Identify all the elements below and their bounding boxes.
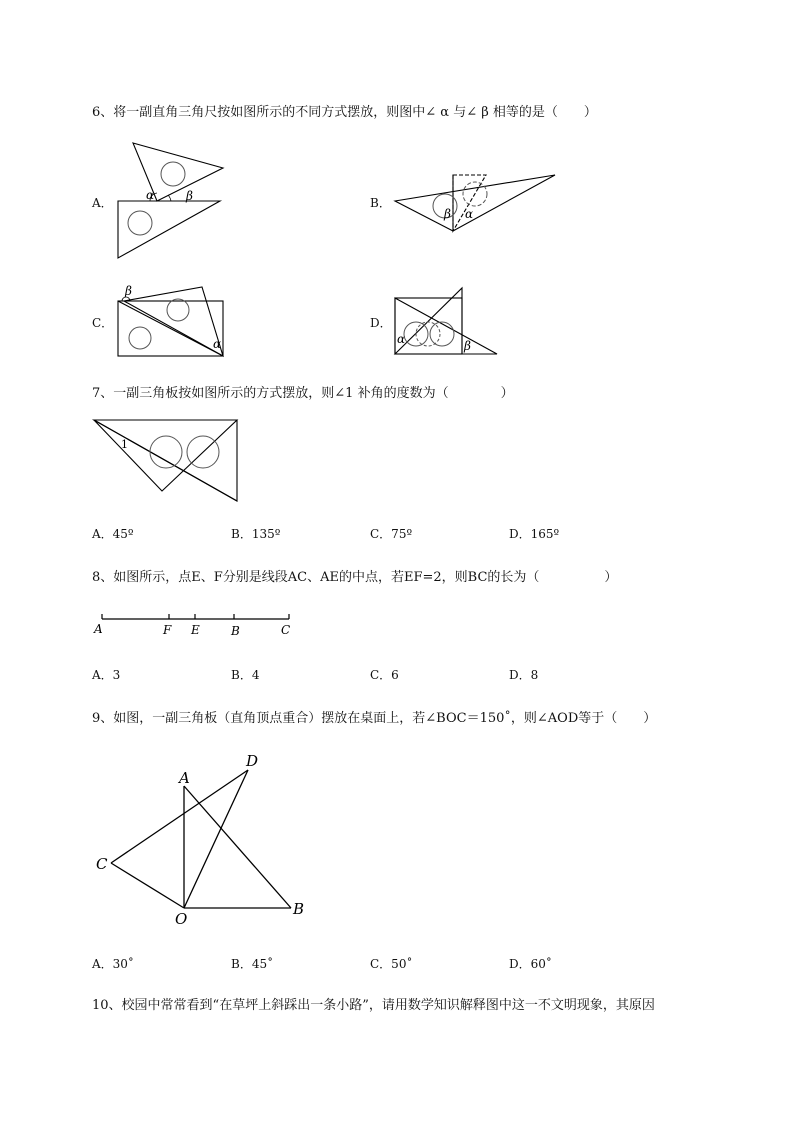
q8-point-b: B <box>231 624 240 638</box>
q6b-alpha: α <box>465 207 474 221</box>
q8-option-d[interactable]: D．8 <box>509 668 539 682</box>
q6-figure-d <box>390 286 502 358</box>
question-8-text: 8、如图所示，点E、F分别是线段AC、AE的中点，若EF=2，则BC的长为（ ） <box>92 570 618 585</box>
q7-option-b[interactable]: B．135º <box>231 527 281 541</box>
q6-figure-a <box>110 140 235 265</box>
q8-option-b[interactable]: B．4 <box>231 668 260 682</box>
q9-point-b: B <box>293 900 305 918</box>
q8-figure <box>92 612 297 638</box>
q8-point-c: C <box>281 623 291 637</box>
q6a-alpha: α <box>146 188 155 202</box>
question-6-text: 6、将一副直角三角尺按如图所示的不同方式摆放，则图中∠ α 与∠ β 相等的是（ ） <box>92 105 597 120</box>
q6b-beta: β <box>444 207 451 221</box>
q9-point-c: C <box>96 855 108 873</box>
q6c-alpha: α <box>213 337 222 351</box>
q6-option-c-label: C． <box>92 316 114 330</box>
q9-point-o: O <box>175 910 188 928</box>
q8-option-a[interactable]: A．3 <box>92 668 121 682</box>
q7-angle-1-label: 1 <box>121 438 128 451</box>
question-10-text: 10、校园中常常看到“在草坪上斜踩出一条小路”，请用数学知识解释图中这一不文明现象，其原因 <box>92 998 655 1013</box>
q6d-beta: β <box>464 339 471 353</box>
q6a-beta: β <box>186 189 193 203</box>
q6-option-b-label: B． <box>370 196 391 210</box>
q8-option-c[interactable]: C．6 <box>370 668 399 682</box>
q9-option-c[interactable]: C．50˚ <box>370 957 413 971</box>
q6-figure-c <box>112 282 232 362</box>
q9-point-a: A <box>179 769 190 787</box>
question-9-text: 9、如图，一副三角板（直角顶点重合）摆放在桌面上，若∠BOC＝150˚，则∠AOD等于（ ） <box>92 711 657 726</box>
q6-figure-b <box>390 168 560 238</box>
q8-point-f: F <box>163 623 172 637</box>
q7-option-c[interactable]: C．75º <box>370 527 413 541</box>
q9-option-b[interactable]: B．45˚ <box>231 957 274 971</box>
q8-point-e: E <box>191 623 200 637</box>
q7-option-a[interactable]: A．45º <box>92 527 134 541</box>
q7-figure <box>92 418 242 508</box>
q6-option-d-label: D． <box>370 316 392 330</box>
q8-point-a: A <box>94 622 103 636</box>
q9-point-d: D <box>246 752 259 770</box>
q6-option-a-label: A． <box>92 196 113 210</box>
question-7-text: 7、一副三角板按如图所示的方式摆放，则∠1 补角的度数为（ ） <box>92 386 514 401</box>
q7-option-d[interactable]: D．165º <box>509 527 560 541</box>
q9-option-d[interactable]: D．60˚ <box>509 957 552 971</box>
q6d-alpha: α <box>397 332 406 346</box>
q9-figure <box>92 750 322 930</box>
q6c-beta: β <box>125 284 132 298</box>
q9-option-a[interactable]: A．30˚ <box>92 957 134 971</box>
